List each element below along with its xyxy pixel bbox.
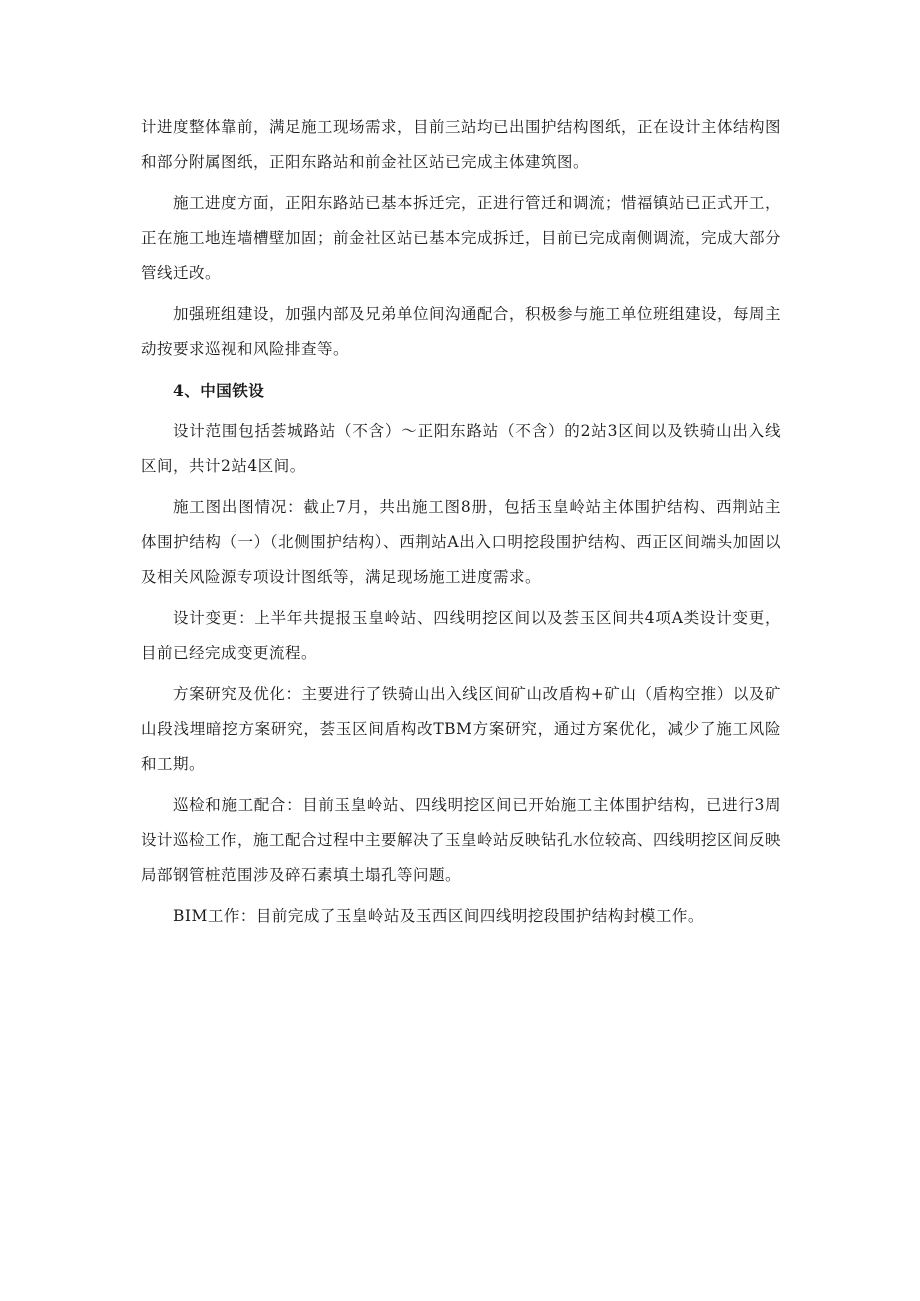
paragraph-design-change: 设计变更：上半年共提报玉皇岭站、四线明挖区间以及荟玉区间共4项A类设计变更，目前已经完成变更流程。 — [141, 609, 781, 662]
paragraph-inspection: 巡检和施工配合：目前玉皇岭站、四线明挖区间已开始施工主体围护结构，已进行3周设计巡检工作，施工配合过程中主要解决了玉皇岭站反映钻孔水位较高、四线明挖区间反映局部钢管桩范围涉及碎石素填土塌孔等问题。 — [141, 796, 782, 884]
document-body — [141, 110, 781, 940]
paragraph-progress-continued: 计进度整体靠前，满足施工现场需求，目前三站均已出围护结构图纸，正在设计主体结构图和部分附属图纸，正阳东路站和前金社区站已完成主体建筑图。 — [141, 118, 782, 171]
paragraph-bim-work: BIM工作：目前完成了玉皇岭站及玉西区间四线明挖段围护结构封模工作。 — [173, 907, 704, 925]
paragraph-team-building: 加强班组建设，加强内部及兄弟单位间沟通配合，积极参与施工单位班组建设，每周主动按要求巡视和风险排查等。 — [141, 305, 782, 358]
section-heading: 4、中国铁设 — [173, 381, 265, 400]
paragraph-design-scope: 设计范围包括荟城路站（不含）～正阳东路站（不含）的2站3区间以及铁骑山出入线区间，共计2站4区间。 — [141, 422, 781, 475]
paragraph-plan-optimization: 方案研究及优化：主要进行了铁骑山出入线区间矿山改盾构+矿山（盾构空推）以及矿山段浅埋暗挖方案研究，荟玉区间盾构改TBM方案研究，通过方案优化，减少了施工风险和工期。 — [141, 685, 781, 773]
paragraph-drawing-output: 施工图出图情况：截止7月，共出施工图8册，包括玉皇岭站主体围护结构、西荆站主体围护结构（一）（北侧围护结构）、西荆站A出入口明挖段围护结构、西正区间端头加固以及相关风险源专项设计图纸等，满足现场施工进度需求。 — [141, 498, 781, 586]
paragraph-construction-progress: 施工进度方面，正阳东路站已基本拆迁完，正进行管迁和调流；惜福镇站已正式开工，正在施工地连墙槽壁加固；前金社区站已基本完成拆迁，目前已完成南侧调流，完成大部分管线迁改。 — [141, 194, 782, 282]
